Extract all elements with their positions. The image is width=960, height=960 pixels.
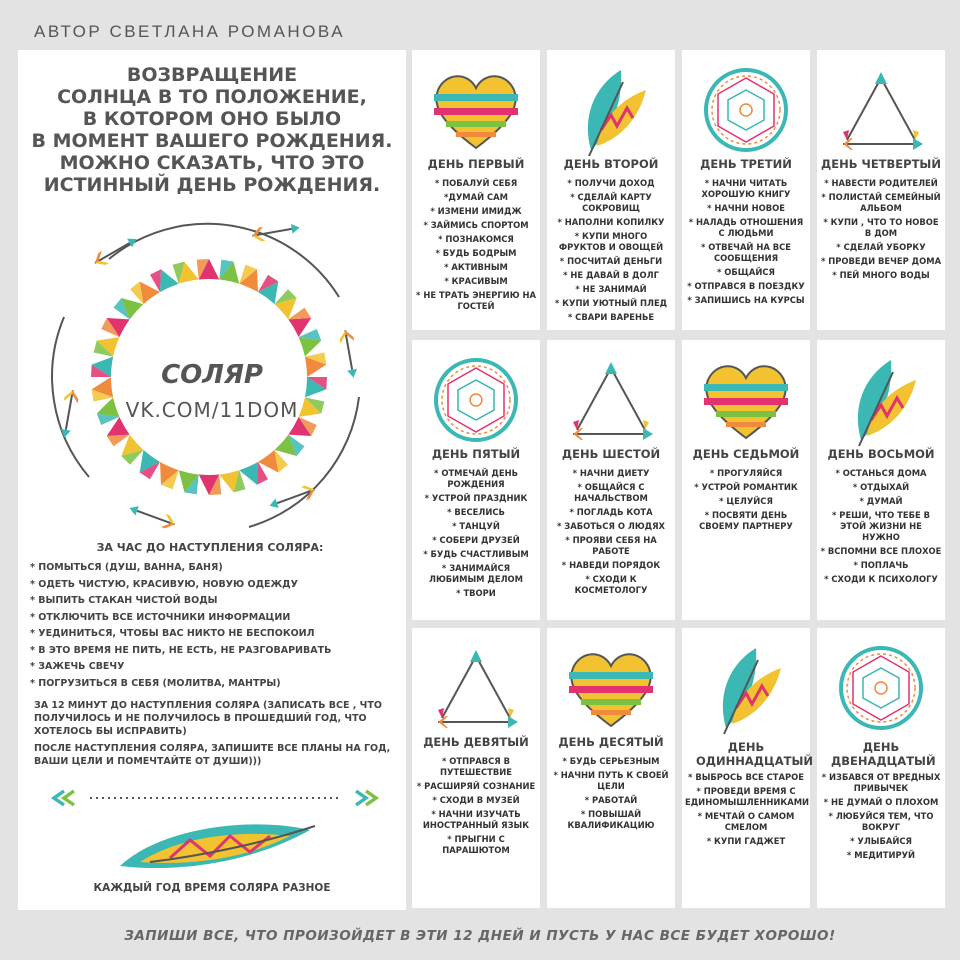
- list-item: * КУПИ , ЧТО ТО НОВОЕ В ДОМ: [823, 217, 939, 238]
- day-card: [412, 628, 540, 908]
- list-item: * НАВЕСТИ РОДИТЕЛЕЙ: [824, 178, 938, 188]
- day-title: ДЕНЬ СЕДЬМОЙ: [692, 447, 800, 461]
- list-item: * СДЕЛАЙ КАРТУ СОКРОВИЩ: [570, 192, 652, 213]
- day-card: [682, 50, 810, 330]
- list-item: * ЦЕЛУЙСЯ: [719, 496, 773, 506]
- list-item: * ВЫБРОСЬ ВСЕ СТАРОЕ: [688, 772, 804, 782]
- day-title: ДЕНЬ ПЕРВЫЙ: [427, 157, 525, 171]
- list-item: * ЗАПИШИСЬ НА КУРСЫ: [687, 295, 805, 305]
- list-item: * ЗАЖЕЧЬ СВЕЧУ: [30, 661, 125, 672]
- list-item: * НАВЕДИ ПОРЯДОК: [561, 560, 661, 570]
- list-item: * ОСТАНЬСЯ ДОМА: [835, 468, 927, 478]
- list-item: * ИЗМЕНИ ИМИДЖ: [430, 206, 522, 216]
- list-item: * БУДЬ СЕРЬЕЗНЫМ: [562, 756, 660, 766]
- heart-icon: [696, 350, 796, 450]
- twelve-minutes-note: ЗА 12 МИНУТ ДО НАСТУПЛЕНИЯ СОЛЯРА (ЗАПИСАТЬ ВСЕ , ЧТО ПОЛУЧИЛОСЬ И НЕ ПОЛУЧИЛОСЬ В ПРОШЕДШИЙ ГОД, ЧТО ХОТЕЛОСЬ БЫ ИСПРАВИТЬ): [34, 700, 382, 737]
- feather-icon: [831, 350, 931, 450]
- list-item: * НАЧНИ ПУТЬ К СВОЕЙ ЦЕЛИ: [553, 770, 669, 791]
- list-item: * ПОМЫТЬСЯ (ДУШ, ВАННА, БАНЯ): [30, 562, 223, 573]
- list-item: * ДУМАЙ: [859, 496, 903, 506]
- day-items: [820, 178, 942, 284]
- list-item: * ПОВЫШАЙ КВАЛИФИКАЦИЮ: [567, 809, 655, 830]
- heart-icon: [426, 60, 526, 160]
- dreamcatcher-icon: [831, 638, 931, 738]
- author-label: АВТОР СВЕТЛАНА РОМАНОВА: [34, 22, 346, 41]
- every-year-note: КАЖДЫЙ ГОД ВРЕМЯ СОЛЯРА РАЗНОЕ: [93, 882, 331, 894]
- list-item: * ПОГРУЗИТЬСЯ В СЕБЯ (МОЛИТВА, МАНТРЫ): [30, 677, 281, 689]
- list-item: * СХОДИ В МУЗЕЙ: [432, 795, 520, 805]
- day-title: ДЕНЬ ВТОРОЙ: [563, 157, 659, 171]
- solyar-title: СОЛЯР: [161, 360, 263, 390]
- after-solyar-note: ПОСЛЕ НАСТУПЛЕНИЯ СОЛЯРА, ЗАПИШИТЕ ВСЕ ПЛАНЫ НА ГОД, ВАШИ ЦЕЛИ И ПОМЕЧТАЙТЕ ОТ ДУШИ))): [34, 743, 391, 767]
- list-item: * ПОГЛАДЬ КОТА: [569, 507, 653, 517]
- day-items: [685, 468, 807, 535]
- list-item: * ВЕСЕЛИСЬ: [447, 507, 505, 517]
- list-item: * ОТПРАВСЯ В ПОЕЗДКУ: [687, 281, 805, 291]
- dreamcatcher-icon: [696, 60, 796, 160]
- list-item: * НЕ ЗАНИМАЙ: [575, 284, 647, 294]
- day-card: [817, 628, 945, 908]
- list-item: * ТАНЦУЙ: [452, 521, 500, 531]
- day-card: [817, 50, 945, 330]
- title-line: СОЛНЦА В ТО ПОЛОЖЕНИЕ,: [57, 86, 367, 108]
- solyar-url: VK.COM/11DOM: [125, 398, 299, 422]
- title-line: В КОТОРОМ ОНО БЫЛО: [82, 108, 342, 130]
- heart-icon: [561, 638, 661, 738]
- list-item: * ТВОРИ: [456, 588, 496, 598]
- day-items: [820, 772, 942, 864]
- list-item: * ОТВЕЧАЙ НА ВСЕ СООБЩЕНИЯ: [700, 242, 792, 263]
- list-item: * АКТИВНЫМ: [444, 262, 508, 272]
- arrows-triangle-icon: [426, 638, 526, 738]
- day-title: ДЕНЬ ДВЕНАДЦАТЫЙ: [831, 740, 936, 768]
- title-line: ИСТИННЫЙ ДЕНЬ РОЖДЕНИЯ.: [43, 174, 381, 196]
- day-title: ДЕНЬ ВОСЬМОЙ: [827, 447, 935, 461]
- arrow-icon: [127, 502, 177, 532]
- list-item: * РАСШИРЯЙ СОЗНАНИЕ: [416, 781, 536, 791]
- hour-before-list: [30, 560, 398, 692]
- title-line: МОЖНО СКАЗАТЬ, ЧТО ЭТО: [59, 152, 365, 174]
- list-item: * БУДЬ СЧАСТЛИВЫМ: [423, 549, 529, 559]
- day-items: [685, 772, 810, 850]
- day-title: ДЕНЬ ДЕВЯТЫЙ: [423, 735, 529, 749]
- day-items: [550, 468, 672, 599]
- list-item: * ПРЫГНИ С ПАРАШЮТОМ: [442, 834, 510, 855]
- list-item: * ПРОВЕДИ ВЕЧЕР ДОМА: [820, 256, 942, 266]
- day-items: [415, 756, 537, 859]
- arrows-triangle-icon: [561, 350, 661, 450]
- arrow-icon: [91, 233, 140, 269]
- list-item: * ПРОГУЛЯЙСЯ: [709, 468, 783, 478]
- day-title: ДЕНЬ ЧЕТВЕРТЫЙ: [821, 157, 941, 171]
- arrow-icon: [267, 483, 317, 513]
- title-line: ВОЗВРАЩЕНИЕ: [126, 64, 298, 86]
- feather-icon: [561, 60, 661, 160]
- day-card: [412, 50, 540, 330]
- list-item: * ЗАЙМИСЬ СПОРТОМ: [423, 220, 529, 230]
- list-item: * ОТПРАВСЯ В ПУТЕШЕСТВИЕ: [440, 756, 512, 777]
- list-item: * ВСПОМНИ ВСЕ ПЛОХОЕ: [820, 546, 942, 556]
- day-items: [820, 468, 942, 588]
- list-item: * ПОЛИСТАЙ СЕМЕЙНЫЙ АЛЬБОМ: [821, 192, 941, 213]
- list-item: * СХОДИ К ПСИХОЛОГУ: [824, 574, 938, 584]
- day-card: [682, 628, 813, 908]
- feather-icon: [696, 638, 796, 738]
- list-item: * ЛЮБУЙСЯ ТЕМ, ЧТО ВОКРУГ: [828, 811, 934, 832]
- list-item: * НАЧНИ ИЗУЧАТЬ ИНОСТРАННЫЙ ЯЗЫК: [422, 809, 530, 830]
- list-item: * ПРОВЕДИ ВРЕМЯ С ЕДИНОМЫШЛЕННИКАМИ: [685, 786, 810, 807]
- day-title: ДЕНЬ ТРЕТИЙ: [700, 157, 792, 171]
- list-item: * ПРОЯВИ СЕБЯ НА РАБОТЕ: [565, 535, 657, 556]
- list-item: * ПОЗНАКОМСЯ: [438, 234, 514, 244]
- day-items: [685, 178, 807, 309]
- arrow-icon: [338, 329, 360, 379]
- list-item: * ПОСВЯТИ ДЕНЬ СВОЕМУ ПАРТНЕРУ: [699, 510, 793, 531]
- list-item: * НАЧНИ ЧИТАТЬ ХОРОШУЮ КНИГУ: [701, 178, 791, 199]
- list-item: * УЛЫБАЙСЯ: [850, 836, 912, 846]
- footer-message: ЗАПИШИ ВСЕ, ЧТО ПРОИЗОЙДЕТ В ЭТИ 12 ДНЕЙ И ПУСТЬ У НАС ВСЕ БУДЕТ ХОРОШО!: [124, 928, 836, 944]
- list-item: * КРАСИВЫМ: [444, 276, 508, 286]
- dreamcatcher-icon: [426, 350, 526, 450]
- day-items: [415, 468, 537, 602]
- list-item: * НЕ ДАВАЙ В ДОЛГ: [563, 270, 659, 280]
- list-item: * ПЕЙ МНОГО ВОДЫ: [832, 270, 930, 280]
- chevron-left-icon: [54, 791, 74, 805]
- day-card: [547, 50, 675, 330]
- list-item: * МЕДИТИРУЙ: [846, 850, 916, 860]
- list-item: * НАЧНИ ДИЕТУ: [572, 468, 650, 478]
- arrows-triangle-icon: [831, 60, 931, 160]
- list-item: * ИЗБАВСЯ ОТ ВРЕДНЫХ ПРИВЫЧЕК: [821, 772, 941, 793]
- list-item: * УСТРОЙ ПРАЗДНИК: [424, 493, 528, 503]
- day-card: [817, 340, 945, 620]
- list-item: * В ЭТО ВРЕМЯ НЕ ПИТЬ, НЕ ЕСТЬ, НЕ РАЗГОВАРИВАТЬ: [30, 644, 332, 656]
- list-item: * НАЧНИ НОВОЕ: [707, 203, 785, 213]
- list-item: * СВАРИ ВАРЕНЬЕ: [567, 312, 655, 322]
- list-item: * ОТМЕЧАЙ ДЕНЬ РОЖДЕНИЯ: [434, 468, 518, 489]
- main-title: [24, 64, 400, 196]
- chevron-right-icon: [356, 791, 376, 805]
- list-item: * КУПИ ГАДЖЕТ: [706, 836, 786, 846]
- list-item: * НЕ ТРАТЬ ЭНЕРГИЮ НА ГОСТЕЙ: [416, 290, 536, 311]
- list-item: * ПОБАЛУЙ СЕБЯ: [434, 178, 518, 188]
- day-card: [412, 340, 540, 620]
- list-item: * ПОСЧИТАЙ ДЕНЬГИ: [559, 256, 663, 266]
- day-card: [547, 628, 675, 908]
- list-item: * ЗАБОТЬСЯ О ЛЮДЯХ: [556, 521, 666, 531]
- list-item: * ЗАНИМАЙСЯ ЛЮБИМЫМ ДЕЛОМ: [428, 563, 524, 584]
- list-item: * ВЫПИТЬ СТАКАН ЧИСТОЙ ВОДЫ: [30, 595, 218, 606]
- hour-before-title: ЗА ЧАС ДО НАСТУПЛЕНИЯ СОЛЯРА:: [96, 541, 324, 554]
- list-item: * МЕЧТАЙ О САМОМ СМЕЛОМ: [697, 811, 795, 832]
- list-item: * ОТДЫХАЙ: [852, 482, 910, 492]
- day-card: [547, 340, 675, 620]
- list-item: * СОБЕРИ ДРУЗЕЙ: [432, 535, 520, 545]
- list-item: * ПОЛУЧИ ДОХОД: [567, 178, 655, 188]
- list-item: * ОБЩАЙСЯ С НАЧАЛЬСТВОМ: [574, 482, 648, 503]
- list-item: *ДУМАЙ САМ: [444, 192, 508, 202]
- list-item: * КУПИ УЮТНЫЙ ПЛЕД: [554, 298, 668, 308]
- day-items: [415, 178, 537, 315]
- title-line: В МОМЕНТ ВАШЕГО РОЖДЕНИЯ.: [31, 130, 393, 152]
- list-item: * ОТКЛЮЧИТЬ ВСЕ ИСТОЧНИКИ ИНФОРМАЦИИ: [30, 611, 291, 623]
- list-item: * ПОПЛАЧЬ: [853, 560, 909, 570]
- list-item: * ОДЕТЬ ЧИСТУЮ, КРАСИВУЮ, НОВУЮ ОДЕЖДУ: [30, 578, 298, 590]
- list-item: * СДЕЛАЙ УБОРКУ: [836, 242, 926, 252]
- list-item: * ОБЩАЙСЯ: [717, 267, 775, 277]
- list-item: * НАЛАДЬ ОТНОШЕНИЯ С ЛЮДЬМИ: [688, 217, 804, 238]
- day-title: ДЕНЬ ШЕСТОЙ: [561, 447, 661, 461]
- day-items: [550, 756, 672, 834]
- feather-illustration: [110, 818, 320, 878]
- day-card: [682, 340, 810, 620]
- list-item: * НАПОЛНИ КОПИЛКУ: [557, 217, 665, 227]
- chevron-divider: [50, 789, 380, 807]
- list-item: * СХОДИ К КОСМЕТОЛОГУ: [574, 574, 648, 595]
- list-item: * УЕДИНИТЬСЯ, ЧТОБЫ ВАС НИКТО НЕ БЕСПОКОИЛ: [30, 628, 315, 639]
- day-title: ДЕНЬ ПЯТЫЙ: [431, 447, 521, 461]
- day-items: [550, 178, 672, 326]
- day-title: ДЕНЬ ДЕСЯТЫЙ: [558, 735, 664, 749]
- list-item: * УСТРОЙ РОМАНТИК: [694, 482, 798, 492]
- list-item: * КУПИ МНОГО ФРУКТОВ И ОВОЩЕЙ: [558, 231, 664, 252]
- list-item: * РЕШИ, ЧТО ТЕБЕ В ЭТОЙ ЖИЗНИ НЕ НУЖНО: [832, 510, 930, 542]
- list-item: * РАБОТАЙ: [584, 795, 638, 805]
- list-item: * НЕ ДУМАЙ О ПЛОХОМ: [823, 797, 939, 807]
- day-title: ДЕНЬ ОДИННАДЦАТЫЙ: [696, 740, 813, 768]
- list-item: * БУДЬ БОДРЫМ: [435, 248, 517, 258]
